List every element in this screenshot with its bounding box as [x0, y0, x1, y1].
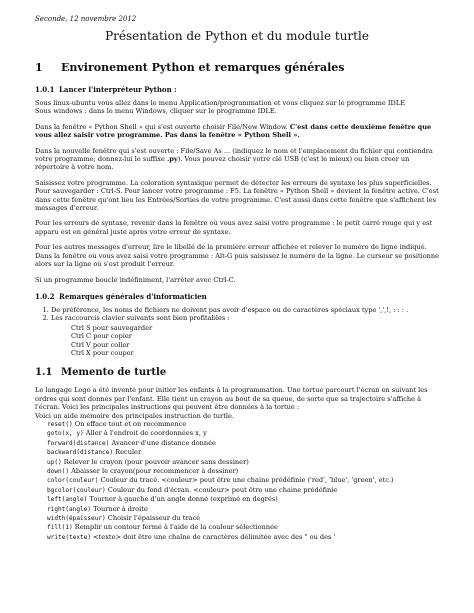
subsection-1-0-1-heading [35, 86, 441, 94]
memo-description: Tourner à droite [91, 504, 148, 513]
memo-command: bgcolor(couleur) [47, 486, 106, 494]
paragraph-other-errors: Pour les autres messages d'erreur, lire le libellé de la première erreur affichée et relever le numéro de ligne indiqué. Dans la fenêtre où vous avez saisi votre programme : Alt-G puis saisissez le numéro de la ligne. Le curseur se positionne alors sur la ligne où s'est produit l'erreur. [35, 243, 440, 269]
paragraph-infinite-loop: Si un programme boucle indéfiniment, l'arrêter avec Ctrl-C. [35, 275, 236, 284]
shortcut-list [35, 324, 441, 358]
memo-command: goto(x, y) [47, 430, 84, 438]
memo-item-backward [47, 448, 441, 457]
memo-description: Couleur du fond d'écran. <couleur> peut être une chaine prédéfinie [105, 485, 338, 494]
shortcut-cut: Ctrl X pour couper [71, 348, 134, 357]
memo-command: fill(1) [47, 524, 73, 532]
subsection-1-0-2-title: Remarques générales d'informaticien [59, 291, 207, 301]
new-window-text: Dans la fenêtre « Python Shell » qui s'est ouverte choisir File/New Window. [35, 122, 290, 131]
document-body [35, 62, 441, 542]
shortcut-save: Ctrl S pour sauvegarder [71, 323, 153, 332]
memo-command: width(épaisseur) [47, 515, 106, 523]
windows-line: Sous windows : dans le menu Windows, cliquer sur le programme IDLE. [35, 107, 277, 116]
paragraph-run-program: Saisissez votre programme. La coloration syntaxique permet de détecter les erreurs de syntaxe les plus superficielles. Pour sauvegarder : Ctrl-S. Pour lancer votre programme : F5. La fenêtre « Python Shell » devient la fenêtre active. C'est dans cette fenêtre qu'ont lieu les Entrées/Sorties de votre programme. C'est aussi dans cette fenêtre que s'affichent les messages d'erreur. [35, 178, 439, 213]
memo-item-color [47, 476, 441, 485]
memo-command: left(angle) [47, 496, 88, 504]
memo-item-down [47, 467, 441, 476]
memo-command: color(couleur) [47, 477, 99, 485]
memo-description: Avancer d'une distance donnée [109, 438, 216, 447]
memo-description: Reculer [113, 448, 142, 457]
paragraph-save-as [35, 147, 441, 172]
header-date: Seconde, 12 novembre 2012 [35, 15, 137, 23]
subsection-1-0-2-number: 1.0.2 [35, 291, 55, 301]
py-suffix: .py [166, 155, 178, 164]
new-window-emphasis: C'est dans cette deuxième fenêtre que vous allez saisir votre programme. Pas dans la fenêtre « Python Shell ». [35, 122, 432, 140]
memo-description: Remplir un contour fermé à l'aide de la couleur sélectionnée [72, 523, 278, 532]
section-1-1-title: Memento de turtle [61, 367, 167, 379]
subsection-1-0-1-title: Lancer l'interpréteur Python : [59, 85, 177, 94]
memo-command: forward(distance) [47, 439, 110, 447]
memo-description: Relever le crayon (pour pouvoir avancer sans dessiner) [61, 457, 249, 466]
section-1-1-number: 1.1 [35, 367, 53, 379]
memo-item-reset [47, 420, 441, 429]
shortcut-copy: Ctrl C pour copier [71, 332, 132, 341]
memo-command: down() [47, 468, 70, 475]
memo-item-bgcolor [47, 486, 441, 495]
paragraph-new-window [35, 123, 441, 140]
section-1-1-heading [35, 367, 441, 378]
paragraph-syntax-errors: Pour les erreurs de syntaxe, revenir dans la fenêtre où vous avez saisi votre programme : le petit carré rouge qui y est apparu est en général juste après votre erreur de syntaxe. [35, 219, 433, 236]
remarks-list [35, 306, 441, 323]
memo-command: backward(distance) [47, 449, 114, 457]
turtle-intro [35, 386, 441, 420]
memo-item-left [47, 495, 441, 504]
memo-item-forward [47, 439, 441, 448]
subsection-1-0-2-heading [35, 293, 441, 301]
memo-item-write [47, 533, 441, 542]
list-item: 1. De préférence, les noms de fichiers ne doivent pas avoir d'espace ou de caractères spéciaux type ',',!, : : : . [51, 306, 441, 314]
memo-description: Aller à l'endroit de coordonnées x, y [83, 429, 207, 438]
turtle-intro-text: Le langage Logo a été inventé pour initier les enfants à la programmation. Une tortue parcourt l'écran en suivant les ordres qui sont donnés par l'enfant. Elle tient un crayon au bout de sa queue, de sorte que sa trajectoire s'affiche à l'écran. Voici les principales instructions qui peuvent être données à la tortue : [35, 386, 428, 412]
memo-description: Choisir l'épaisseur du tracé [105, 514, 201, 523]
subsection-1-0-1-number: 1.0.1 [35, 85, 55, 94]
list-item: 2. Les raccourcis clavier suivants sont bien profitables : [51, 314, 441, 322]
memo-command: right(angle) [47, 505, 92, 513]
memo-item-up [47, 458, 441, 467]
section-1-heading [35, 62, 441, 74]
memo-description: Abaisser le crayon(pour recommencer à dessiner) [69, 467, 239, 475]
memo-command: up() [47, 458, 62, 466]
memo-description: On efface tout et on recommence [72, 419, 187, 428]
linux-line: Sous linux-ubuntu vous allez dans le menu Application/programmation et vous cliquez sur le programme IDLE [35, 99, 406, 107]
save-as-text-2: ). Vous pouvez choisir votre clé USB (c'est le mieux) ou bien creer un répertoire à votre nom. [35, 155, 410, 172]
page-title: Présentation de Python et du module turtle [105, 29, 369, 43]
launch-instructions [35, 99, 441, 116]
memo-item-goto [47, 429, 441, 438]
memo-description: Tourner à gauche d'un angle donné (exprimé en degrés) [87, 495, 278, 504]
section-1-number: 1 [35, 61, 43, 74]
turtle-memo-lead: Voici un aide mémoire des principales instruction de turtle. [35, 411, 234, 420]
memo-command: write(texte) [47, 533, 92, 541]
memento-list [35, 420, 441, 542]
save-as-text-1: Dans la nouvelle fenêtre qui s'est ouverte : File/Save As ... (indiquez le nom et l'emplacement du fichier qui contiendra votre programme; donnez-lui le suffixe [35, 146, 433, 164]
shortcut-paste: Ctrl V pour coller [71, 340, 130, 349]
section-1-title: Environement Python et remarques générales [61, 61, 345, 74]
memo-item-fill [47, 523, 441, 532]
memo-description: <texte> doit être une chaîne de caractères délimitée avec des " ou des ' [91, 532, 336, 541]
memo-description: Couleur du tracé. <couleur> peut être une chaine prédéfinie ('red', 'blue', 'green', etc.) [98, 476, 394, 485]
memo-command: reset() [47, 420, 73, 428]
memo-item-right [47, 505, 441, 514]
